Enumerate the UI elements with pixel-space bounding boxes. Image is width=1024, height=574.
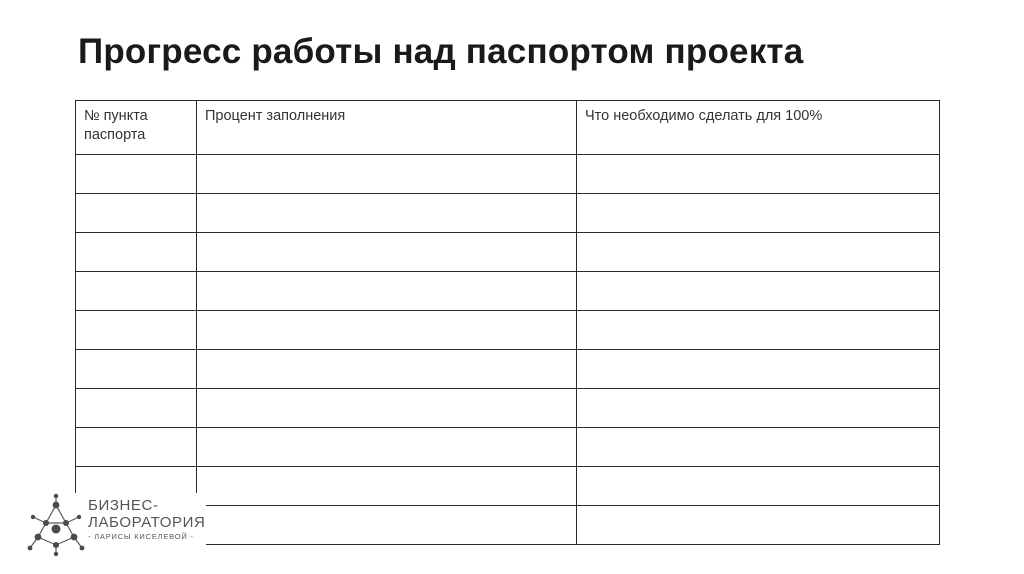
table-row xyxy=(76,155,940,194)
passport-progress-table xyxy=(75,100,940,545)
cell-todo[interactable] xyxy=(577,428,940,467)
cell-fill-percent[interactable] xyxy=(197,233,577,272)
cell-fill-percent[interactable] xyxy=(197,311,577,350)
cell-item-number[interactable] xyxy=(76,428,197,467)
cell-item-number[interactable] xyxy=(76,389,197,428)
table-row xyxy=(76,428,940,467)
cell-fill-percent[interactable] xyxy=(197,389,577,428)
cell-item-number[interactable] xyxy=(76,233,197,272)
table-row xyxy=(76,233,940,272)
cell-todo[interactable] xyxy=(577,194,940,233)
table-row xyxy=(76,350,940,389)
cell-todo[interactable] xyxy=(577,311,940,350)
cell-fill-percent[interactable] xyxy=(197,194,577,233)
cell-todo[interactable] xyxy=(577,233,940,272)
table-row xyxy=(76,389,940,428)
cell-item-number[interactable] xyxy=(76,155,197,194)
header-item-number: № пункта паспорта xyxy=(76,101,197,155)
cell-item-number[interactable] xyxy=(76,311,197,350)
molecule-logo-icon xyxy=(26,493,86,557)
table-body xyxy=(76,155,940,545)
slide-title: Прогресс работы над паспортом проекта xyxy=(78,32,804,71)
cell-fill-percent[interactable] xyxy=(197,350,577,389)
logo-text xyxy=(88,497,205,542)
cell-todo[interactable] xyxy=(577,506,940,545)
table-row xyxy=(76,194,940,233)
cell-fill-percent[interactable] xyxy=(197,272,577,311)
cell-fill-percent[interactable] xyxy=(197,155,577,194)
cell-todo[interactable] xyxy=(577,272,940,311)
table-header-row xyxy=(76,101,940,155)
cell-item-number[interactable] xyxy=(76,272,197,311)
cell-todo[interactable] xyxy=(577,467,940,506)
logo-line-1: БИЗНЕС- xyxy=(88,497,159,514)
logo-line-3: - ЛАРИСЫ КИСЕЛЕВОЙ - xyxy=(88,532,194,541)
business-lab-logo xyxy=(26,493,206,557)
cell-item-number[interactable] xyxy=(76,350,197,389)
cell-todo[interactable] xyxy=(577,350,940,389)
cell-fill-percent[interactable] xyxy=(197,428,577,467)
cell-fill-percent[interactable] xyxy=(197,467,577,506)
header-todo: Что необходимо сделать для 100% xyxy=(577,101,940,155)
header-fill-percent: Процент заполнения xyxy=(197,101,577,155)
logo-line-2: ЛАБОРАТОРИЯ xyxy=(88,514,206,531)
cell-todo[interactable] xyxy=(577,155,940,194)
cell-item-number[interactable] xyxy=(76,194,197,233)
table-row xyxy=(76,272,940,311)
cell-fill-percent[interactable] xyxy=(197,506,577,545)
cell-todo[interactable] xyxy=(577,389,940,428)
table-row xyxy=(76,311,940,350)
